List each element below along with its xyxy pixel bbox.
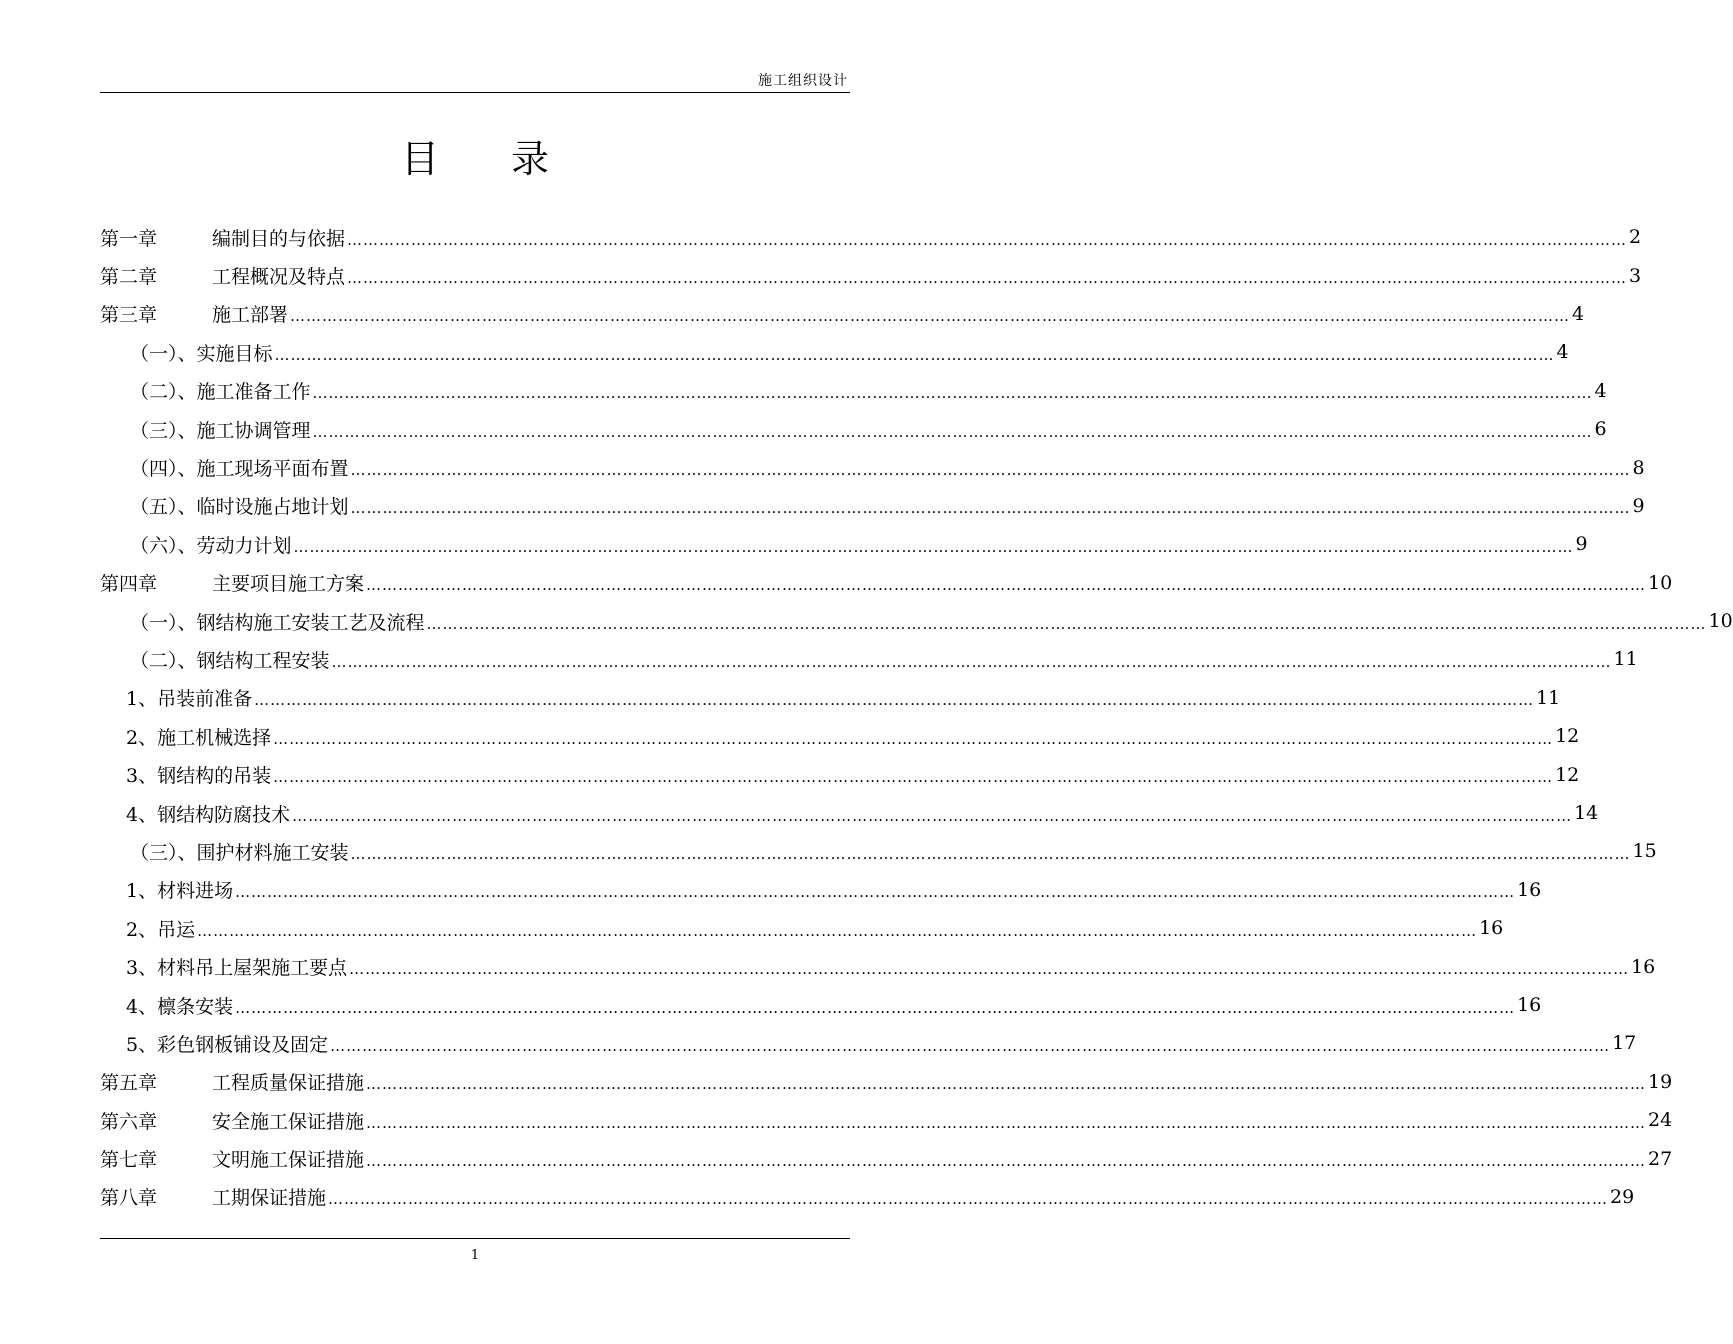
toc-entry-title: （二）、施工准备工作 [130, 381, 311, 404]
toc-page-number: 6 [1594, 418, 1607, 441]
toc-leader-dots: …………………………………………………………………………………………………………………………………………………………………………………………………………………… [350, 844, 1631, 863]
toc-page-number: 27 [1648, 1147, 1673, 1170]
toc-page-number: 4 [1594, 379, 1607, 402]
toc-page-number: 12 [1555, 725, 1580, 748]
toc-entry[interactable] [100, 602, 1733, 640]
toc-page-number: 4 [1572, 302, 1585, 325]
toc-chapter-number: 第五章 [100, 1072, 158, 1095]
toc-chapter-number: 第一章 [100, 227, 158, 250]
toc-entry[interactable] [100, 218, 1642, 256]
toc-entry-title: 5、彩色钢板铺设及固定 [126, 1033, 329, 1056]
toc-entry[interactable] [100, 448, 1645, 486]
toc-leader-dots: …………………………………………………………………………………………………………………………………………………………………………………………………………………… [312, 422, 1593, 441]
toc-leader-dots: …………………………………………………………………………………………………………………………………………………………………………………………………………………… [366, 1075, 1647, 1094]
toc-entry[interactable] [100, 947, 1656, 985]
page-title: 目 录 [400, 137, 580, 181]
toc-page-number: 14 [1574, 802, 1599, 825]
toc-entry-title: 3、材料吊上屋架施工要点 [126, 957, 348, 980]
toc-page-number: 16 [1631, 955, 1656, 978]
toc-entry[interactable] [100, 1139, 1673, 1177]
toc-entry-title: 工期保证措施 [212, 1187, 327, 1210]
toc-page-number: 8 [1632, 456, 1645, 479]
toc-chapter-number: 第三章 [100, 304, 158, 327]
toc-page-number: 16 [1479, 917, 1504, 940]
toc-chapter-number: 第七章 [100, 1149, 158, 1172]
toc-entry[interactable] [100, 794, 1599, 832]
toc-entry[interactable] [100, 871, 1542, 909]
toc-entry[interactable] [100, 410, 1607, 448]
toc-leader-dots: …………………………………………………………………………………………………………………………………………………………………………………………………………………… [292, 806, 1573, 825]
header-rule [100, 92, 850, 93]
toc-page-number: 29 [1610, 1185, 1635, 1208]
toc-page-number: 4 [1556, 341, 1569, 364]
toc-entry-title: 主要项目施工方案 [212, 573, 365, 596]
toc-entry-title: 1、吊装前准备 [126, 688, 253, 711]
toc-leader-dots: …………………………………………………………………………………………………………………………………………………………………………………………………………………… [347, 230, 1628, 249]
toc-page-number: 17 [1612, 1032, 1637, 1055]
toc-chapter-number: 第八章 [100, 1187, 158, 1210]
toc-entry[interactable] [100, 333, 1569, 371]
toc-page-number: 11 [1536, 686, 1561, 709]
toc-entry-title: 1、材料进场 [126, 880, 234, 903]
table-of-contents [100, 218, 1733, 1216]
toc-page-number: 24 [1648, 1109, 1673, 1132]
toc-leader-dots: …………………………………………………………………………………………………………………………………………………………………………………………………………………… [328, 1190, 1609, 1209]
toc-entry[interactable] [100, 487, 1645, 525]
toc-entry-title: 工程质量保证措施 [212, 1072, 365, 1095]
toc-entry-title: 施工部署 [212, 304, 289, 327]
toc-entry-title: 4、檩条安装 [126, 995, 234, 1018]
toc-page-number: 3 [1629, 264, 1642, 287]
toc-entry[interactable] [100, 679, 1561, 717]
toc-chapter-number: 第四章 [100, 573, 158, 596]
toc-entry-title: 文明施工保证措施 [212, 1149, 365, 1172]
toc-entry-title: 4、钢结构防腐技术 [126, 803, 291, 826]
toc-leader-dots: …………………………………………………………………………………………………………………………………………………………………………………………………………………… [366, 576, 1647, 595]
toc-entry-title: （三）、施工协调管理 [130, 419, 311, 442]
toc-leader-dots: …………………………………………………………………………………………………………………………………………………………………………………………………………………… [197, 921, 1478, 940]
toc-leader-dots: …………………………………………………………………………………………………………………………………………………………………………………………………………………… [350, 461, 1631, 480]
toc-entry-title: （一）、钢结构施工安装工艺及流程 [130, 611, 425, 634]
toc-page-number: 12 [1555, 763, 1580, 786]
toc-chapter-number: 第六章 [100, 1110, 158, 1133]
toc-entry[interactable] [100, 564, 1673, 602]
toc-entry-title: （二）、钢结构工程安装 [130, 649, 330, 672]
page-number: 1 [470, 1248, 480, 1263]
toc-entry-title: 编制目的与依据 [212, 227, 346, 250]
toc-page-number: 2 [1629, 226, 1642, 249]
toc-entry-title: （六）、劳动力计划 [130, 534, 292, 557]
toc-leader-dots: …………………………………………………………………………………………………………………………………………………………………………………………………………………… [350, 499, 1631, 518]
toc-leader-dots: …………………………………………………………………………………………………………………………………………………………………………………………………………………… [273, 729, 1554, 748]
toc-entry[interactable] [100, 1024, 1637, 1062]
toc-entry[interactable] [100, 986, 1542, 1024]
toc-leader-dots: …………………………………………………………………………………………………………………………………………………………………………………………………………………… [293, 537, 1574, 556]
toc-page-number: 10 [1648, 571, 1673, 594]
toc-page-number: 19 [1648, 1070, 1673, 1093]
toc-page-number: 9 [1575, 533, 1588, 556]
toc-leader-dots: …………………………………………………………………………………………………………………………………………………………………………………………………………………… [254, 691, 1535, 710]
toc-entry-title: （五）、临时设施占地计划 [130, 496, 349, 519]
toc-entry-title: 2、吊运 [126, 918, 196, 941]
toc-leader-dots: …………………………………………………………………………………………………………………………………………………………………………………………………………………… [273, 768, 1554, 787]
toc-leader-dots: …………………………………………………………………………………………………………………………………………………………………………………………………………………… [312, 384, 1593, 403]
toc-page-number: 16 [1517, 878, 1542, 901]
toc-entry[interactable] [100, 1101, 1673, 1139]
toc-entry[interactable] [100, 755, 1580, 793]
toc-leader-dots: …………………………………………………………………………………………………………………………………………………………………………………………………………………… [366, 1152, 1647, 1171]
toc-entry-title: （一）、实施目标 [130, 342, 273, 365]
toc-leader-dots: …………………………………………………………………………………………………………………………………………………………………………………………………………………… [366, 1113, 1647, 1132]
toc-page-number: 16 [1517, 994, 1542, 1016]
toc-page-number: 9 [1632, 494, 1645, 517]
toc-entry[interactable] [100, 525, 1588, 563]
toc-entry[interactable] [100, 372, 1607, 410]
toc-entry[interactable] [100, 832, 1657, 870]
toc-leader-dots: …………………………………………………………………………………………………………………………………………………………………………………………………………………… [235, 883, 1516, 902]
toc-chapter-number: 第二章 [100, 266, 158, 289]
toc-entry-title: （三）、围护材料施工安装 [130, 841, 349, 864]
toc-entry[interactable] [100, 1178, 1635, 1216]
toc-entry[interactable] [100, 717, 1580, 755]
toc-entry[interactable] [100, 640, 1638, 678]
toc-leader-dots: …………………………………………………………………………………………………………………………………………………………………………………………………………………… [290, 307, 1571, 326]
footer-rule [100, 1238, 850, 1239]
toc-leader-dots: …………………………………………………………………………………………………………………………………………………………………………………………………………………… [330, 1036, 1611, 1055]
toc-entry-title: 安全施工保证措施 [212, 1110, 365, 1133]
toc-leader-dots: …………………………………………………………………………………………………………………………………………………………………………………………………………………… [426, 614, 1707, 633]
toc-leader-dots: …………………………………………………………………………………………………………………………………………………………………………………………………………………… [331, 652, 1612, 671]
toc-leader-dots: …………………………………………………………………………………………………………………………………………………………………………………………………………………… [349, 960, 1630, 979]
toc-entry-title: 工程概况及特点 [212, 266, 346, 289]
running-header: 施工组织设计 [758, 73, 848, 89]
toc-entry-title: 3、钢结构的吊装 [126, 765, 272, 788]
toc-page-number: 11 [1613, 648, 1638, 671]
toc-leader-dots: …………………………………………………………………………………………………………………………………………………………………………………………………………………… [347, 269, 1628, 288]
toc-page-number: 15 [1632, 840, 1657, 863]
toc-leader-dots: …………………………………………………………………………………………………………………………………………………………………………………………………………………… [274, 345, 1555, 364]
toc-entry-title: （四）、施工现场平面布置 [130, 458, 349, 481]
toc-entry[interactable] [100, 909, 1504, 947]
toc-entry[interactable] [100, 295, 1585, 333]
toc-leader-dots: …………………………………………………………………………………………………………………………………………………………………………………………………………………… [235, 998, 1516, 1017]
toc-entry[interactable] [100, 1063, 1673, 1101]
toc-page-number: 10 [1708, 610, 1733, 633]
toc-entry-title: 2、施工机械选择 [126, 726, 272, 749]
toc-entry[interactable] [100, 256, 1642, 294]
